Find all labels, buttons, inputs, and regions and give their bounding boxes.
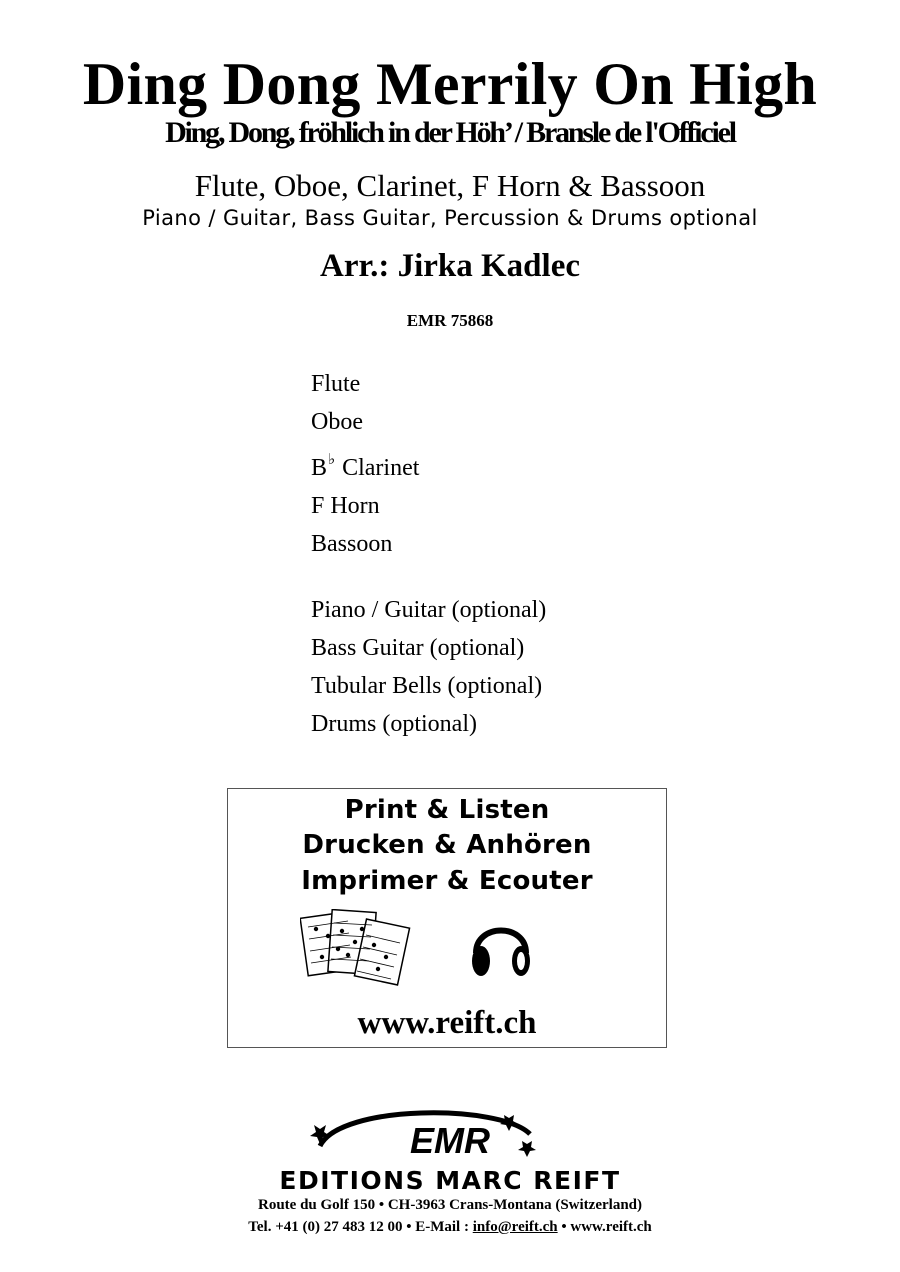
parts-list-optional (311, 591, 546, 743)
emr-logo-text: EMR (410, 1120, 490, 1161)
part-f-horn: F Horn (311, 493, 380, 519)
instrumentation-line: Flute, Oboe, Clarinet, F Horn & Bassoon (194, 168, 706, 203)
part-clarinet-key: B (311, 455, 328, 481)
page-title: Ding Dong Merrily On High (82, 51, 818, 117)
emr-logo (300, 1106, 600, 1166)
part-oboe: Oboe (311, 409, 363, 435)
flat-sign: ♭ (328, 452, 336, 468)
part-drums: Drums (optional) (311, 711, 477, 737)
part-flute: Flute (311, 371, 361, 397)
part-bassoon: Bassoon (311, 531, 393, 557)
publisher-name: EDITIONS MARC REIFT (279, 1166, 621, 1195)
promo-line-french: Imprimer & Ecouter (301, 866, 593, 896)
email-link[interactable]: info@reift.ch (472, 1219, 558, 1235)
part-clarinet-name: Clarinet (342, 455, 420, 481)
part-clarinet (311, 441, 419, 487)
page-subtitle: Ding, Dong, fröhlich in der Höh’ / Bransle de l'Officiel (165, 116, 735, 149)
sheet-music-icon (300, 909, 412, 991)
print-listen-box (227, 788, 667, 1048)
catalog-number: EMR 75868 (406, 311, 494, 330)
publisher-address: Route du Golf 150 • CH-3963 Crans-Montana (Switzerland) (258, 1197, 642, 1213)
promo-website-link[interactable]: www.reift.ch (357, 1005, 537, 1041)
optional-instrumentation-line: Piano / Guitar, Bass Guitar, Percussion & Drums optional (142, 206, 758, 230)
part-tubular-bells: Tubular Bells (optional) (311, 673, 543, 699)
part-bass-guitar: Bass Guitar (optional) (311, 635, 525, 661)
publisher-web: • www.reift.ch (557, 1219, 652, 1235)
promo-line-german: Drucken & Anhören (302, 830, 592, 860)
part-piano-guitar: Piano / Guitar (optional) (311, 597, 547, 623)
publisher-tel: Tel. +41 (0) 27 483 12 00 • E-Mail : (248, 1219, 473, 1235)
arranger-credit: Arr.: Jirka Kadlec (320, 248, 580, 284)
headphones-icon (466, 913, 536, 983)
promo-line-english: Print & Listen (344, 795, 550, 825)
parts-list-main (311, 365, 419, 563)
publisher-contact (0, 1219, 900, 1236)
